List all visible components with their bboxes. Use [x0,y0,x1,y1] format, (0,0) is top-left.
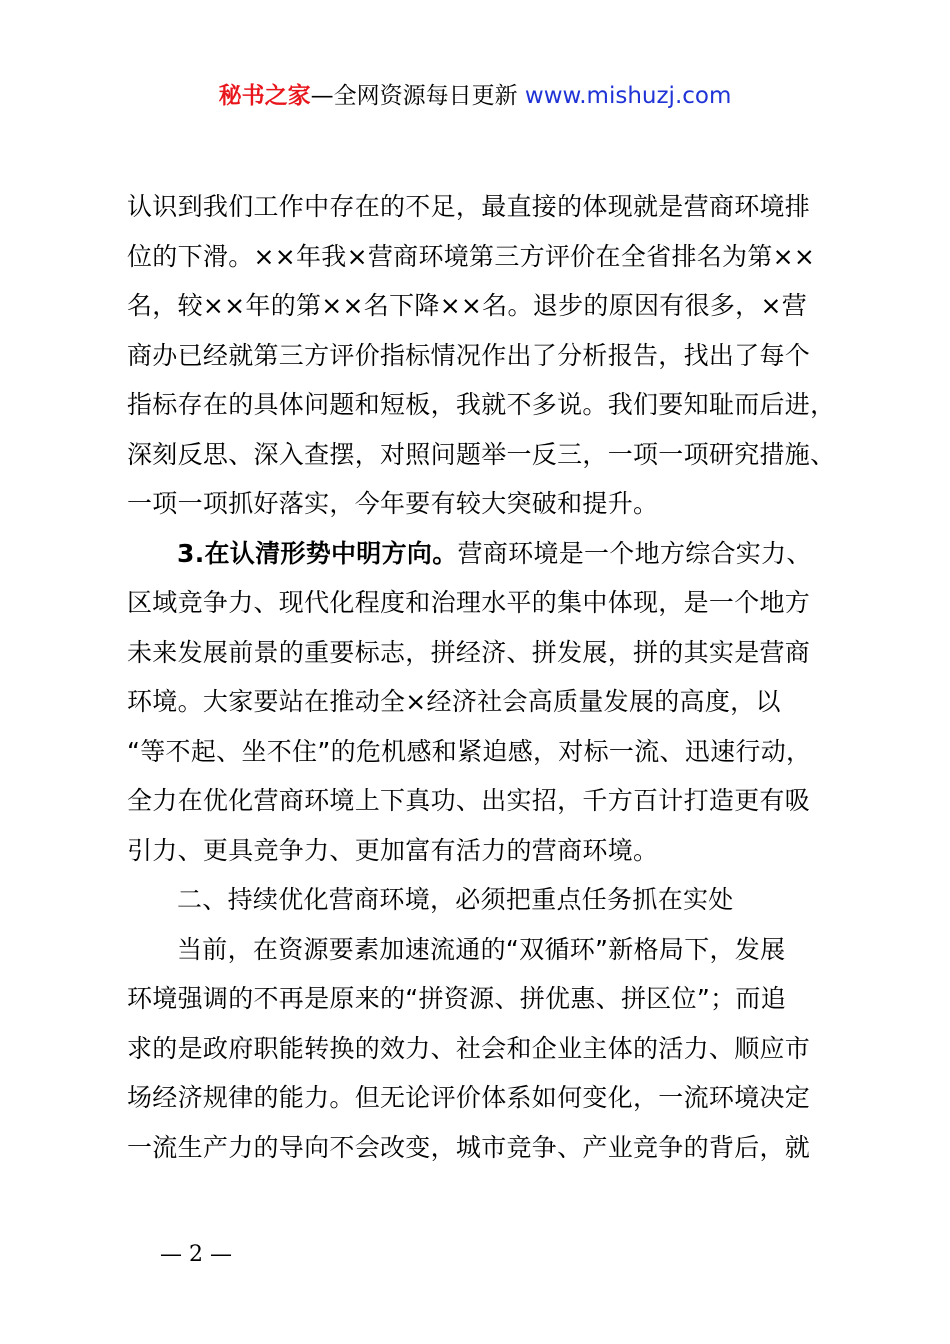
page-number: — 2 — [160,1242,232,1267]
subsection-heading: 3.在认清形势中明方向。 [177,538,458,568]
paragraph-line: 区域竞争力、现代化程度和治理水平的集中体现，是一个地方 [127,588,811,617]
paragraph-line: 位的下滑。××年我×营商环境第三方评价在全省排名为第×× [127,241,816,271]
paragraph-line: 引力、更具竞争力、更加富有活力的营商环境。 [127,835,659,865]
paragraph-line: 一项一项抓好落实，今年要有较大突破和提升。 [127,489,659,518]
paragraph-line: 环境。大家要站在推动全×经济社会高质量发展的高度，以 [127,687,781,716]
brand-name: 秘书之家 [218,83,311,109]
banner-slogan: —全网资源每日更新 [310,83,525,109]
paragraph-line: 场经济规律的能力。但无论评价体系如何变化，一流环境决定 [127,1083,811,1112]
paragraph-line: 求的是政府职能转换的效力、社会和企业主体的活力、顺应市 [127,1033,811,1063]
paragraph-line: 名，较××年的第××名下降××名。退步的原因有很多，×营 [127,291,808,320]
paragraph-line: 环境强调的不再是原来的“拼资源、拼优惠、拼区位”；而追 [127,984,787,1013]
paragraph-line: 未来发展前景的重要标志，拼经济、拼发展，拼的其实是营商 [127,637,811,667]
subsection-first-line [127,529,833,579]
paragraph-line: 一流生产力的导向不会改变，城市竞争、产业竞争的背后，就 [127,1132,811,1162]
paragraph-line: 全力在优化营商环境上下真功、出实招，千方百计打造更有吸 [127,786,811,815]
paragraph-line: 当前，在资源要素加速流通的“双循环”新格局下，发展 [177,934,786,964]
section-heading: 二、持续优化营商环境，必须把重点任务抓在实处 [177,885,734,914]
paragraph-line: 深刻反思、深入查摆，对照问题举一反三，一项一项研究措施、 [127,439,836,469]
site-url-link[interactable]: www.mishuzj.com [524,83,732,109]
paragraph-line: “等不起、坐不住”的危机感和紧迫感，对标一流、迅速行动， [127,736,812,766]
paragraph-line: 指标存在的具体问题和短板，我就不多说。我们要知耻而后进， [127,390,836,419]
paragraph-text: 营商环境是一个地方综合实力、 [457,538,812,568]
paragraph-line: 商办已经就第三方评价指标情况作出了分析报告，找出了每个 [127,340,811,370]
site-banner [0,80,950,112]
document-body [127,182,836,1172]
paragraph-line: 认识到我们工作中存在的不足，最直接的体现就是营商环境排 [127,192,811,221]
